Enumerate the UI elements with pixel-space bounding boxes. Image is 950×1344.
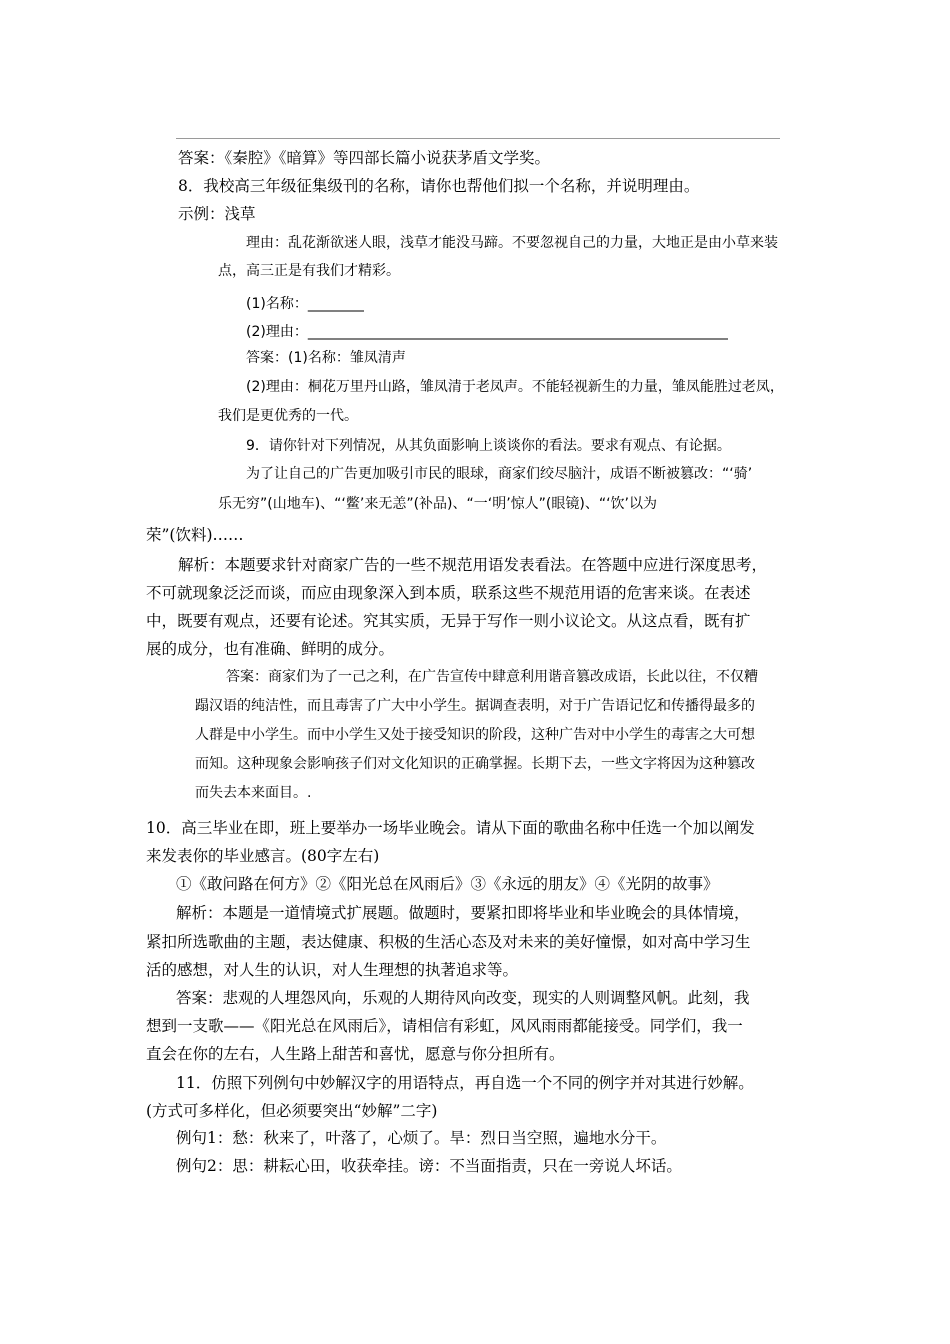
q11-example-2: 例句2：思：耕耘心田，收获牵挂。谤：不当面指责，只在一旁说人坏话。 bbox=[176, 1157, 682, 1175]
q9-answer-4: 而知。这种现象会影响孩子们对文化知识的正确掌握。长期下去，一些文字将因为这种篡改 bbox=[195, 756, 755, 772]
q9-context-1: 为了让自己的广告更加吸引市民的眼球，商家们绞尽脑汁，成语不断被篡改：“‘骑’ bbox=[246, 466, 753, 482]
q9-answer-5: 而失去本来面目。. bbox=[195, 785, 312, 801]
q10-answer-1: 答案：悲观的人埋怨风向，乐观的人期待风向改变，现实的人则调整风帆。此刻，我 bbox=[176, 989, 750, 1007]
q9-analysis-1: 解析：本题要求针对商家广告的一些不规范用语发表看法。在答题中应进行深度思考， bbox=[178, 556, 768, 574]
q11-prompt-1: 11．仿照下列例句中妙解汉字的用语特点，再自选一个不同的例字并对其进行妙解。 bbox=[176, 1074, 754, 1092]
q10-prompt-1: 10．高三毕业在即，班上要举办一场毕业晚会。请从下面的歌曲名称中任选一个加以阐发 bbox=[146, 819, 755, 837]
q8-answer-name: 答案：(1)名称：雏凤清声 bbox=[246, 350, 406, 366]
q10-prompt-2: 来发表你的毕业感言。(80字左右) bbox=[146, 847, 380, 865]
q8-example: 示例：浅草 bbox=[178, 205, 256, 223]
q8-prompt: 8．我校高三年级征集级刊的名称，请你也帮他们拟一个名称，并说明理由。 bbox=[178, 177, 700, 195]
q10-answer-2: 想到一支歌——《阳光总在风雨后》，请相信有彩虹，风风雨雨都能接受。同学们，我一 bbox=[146, 1017, 743, 1035]
q9-answer-2: 蹋汉语的纯洁性，而且毒害了广大中小学生。据调查表明，对于广告语记忆和传播得最多的 bbox=[195, 698, 755, 714]
q9-prompt: 9．请你针对下列情况，从其负面影响上谈谈你的看法。要求有观点、有论据。 bbox=[246, 438, 731, 454]
q10-options: ①《敢问路在何方》②《阳光总在风雨后》③《永远的朋友》④《光阴的故事》 bbox=[176, 875, 719, 893]
q9-analysis-2: 不可就现象泛泛而谈，而应由现象深入到本质，联系这些不规范用语的危害来谈。在表述 bbox=[146, 584, 751, 602]
q10-analysis-2: 紧扣所选歌曲的主题，表达健康、积极的生活心态及对未来的美好憧憬，如对高中学习生 bbox=[146, 933, 751, 951]
q9-answer-3: 人群是中小学生。而中小学生又处于接受知识的阶段，这种广告对中小学生的毒害之大可想 bbox=[195, 727, 755, 743]
q10-analysis-3: 活的感想，对人生的认识，对人生理想的执著追求等。 bbox=[146, 961, 519, 979]
header-divider bbox=[176, 138, 780, 139]
q11-example-1: 例句1：愁：秋来了，叶落了，心烦了。旱：烈日当空照，遍地水分干。 bbox=[176, 1129, 667, 1147]
q9-analysis-4: 展的成分，也有准确、鲜明的成分。 bbox=[146, 640, 395, 658]
q8-reason-blank: (2)理由：____________________________________________________________ bbox=[246, 324, 728, 340]
q8-answer-reason-2: 我们是更优秀的一代。 bbox=[218, 408, 358, 424]
q7-answer: 答案：《秦腔》《暗算》等四部长篇小说获茅盾文学奖。 bbox=[178, 149, 551, 167]
q9-context-3: 荣”(饮料)…… bbox=[146, 526, 244, 544]
q8-answer-reason-1: (2)理由：桐花万里丹山路，雏凤清于老凤声。不能轻视新生的力量，雏凤能胜过老凤， bbox=[246, 379, 784, 395]
q9-analysis-3: 中，既要有观点，还要有论述。究其实质，无异于写作一则小议论文。从这点看，既有扩 bbox=[146, 612, 751, 630]
q9-context-2: 乐无穷”(山地车)、“‘鳖’来无恙”(补品)、“一‘明’惊人”(眼镜)、“‘饮’以为 bbox=[218, 496, 657, 512]
q10-answer-3: 直会在你的左右，人生路上甜苦和喜忧，愿意与你分担所有。 bbox=[146, 1045, 565, 1063]
q10-analysis-1: 解析：本题是一道情境式扩展题。做题时，要紧扣即将毕业和毕业晚会的具体情境， bbox=[176, 904, 750, 922]
q11-prompt-2: (方式可多样化，但必须要突出“妙解”二字) bbox=[146, 1102, 438, 1120]
q9-answer-1: 答案：商家们为了一己之利，在广告宣传中肆意利用谐音篡改成语，长此以往，不仅糟 bbox=[226, 669, 758, 685]
q8-example-reason-1: 理由：乱花渐欲迷人眼，浅草才能没马蹄。不要忽视自己的力量，大地正是由小草来装 bbox=[246, 235, 778, 251]
q8-example-reason-2: 点，高三正是有我们才精彩。 bbox=[218, 263, 400, 279]
q8-name-blank: (1)名称：________ bbox=[246, 296, 364, 312]
